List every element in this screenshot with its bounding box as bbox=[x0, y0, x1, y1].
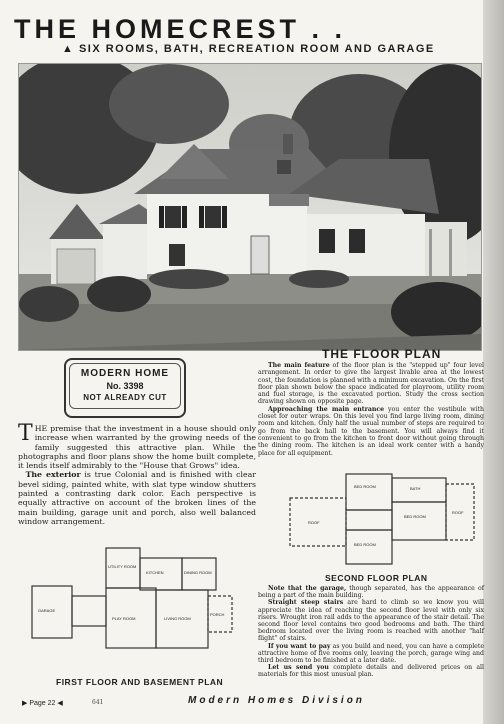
fp-p1-lead: The main feature bbox=[268, 362, 330, 369]
badge-line-2: No. 3398 bbox=[106, 381, 144, 391]
room-label: LIVING ROOM bbox=[164, 616, 191, 621]
bt-p4-lead: Let us send you bbox=[268, 664, 329, 672]
floor-plan-heading: THE FLOOR PLAN bbox=[322, 347, 442, 361]
room-label: UTILITY ROOM bbox=[108, 564, 137, 569]
page-title: THE HOMECREST . . bbox=[14, 14, 347, 44]
room-label: DINING ROOM bbox=[184, 570, 212, 575]
catalog-code: 641 bbox=[92, 699, 104, 706]
drop-cap: T bbox=[18, 421, 33, 446]
page-subtitle: ▲ SIX ROOMS, BATH, RECREATION ROOM AND GARAGE bbox=[62, 43, 435, 55]
house-photo bbox=[18, 63, 482, 351]
first-floor-plan-label: FIRST FLOOR AND BASEMENT PLAN bbox=[56, 677, 224, 687]
intro-p2-lead: The exterior bbox=[25, 470, 81, 480]
room-label: BED ROOM bbox=[404, 514, 426, 519]
bt-p4: complete details and delivered prices on all materials for this most unusual plan. bbox=[258, 664, 484, 679]
page-number: ▶ Page 22 ◀ bbox=[22, 700, 63, 707]
room-label: PORCH bbox=[210, 612, 225, 617]
division-name: Modern Homes Division bbox=[188, 695, 365, 706]
page-edge bbox=[483, 0, 504, 724]
model-badge bbox=[64, 358, 186, 418]
badge-line-3: NOT ALREADY CUT bbox=[83, 393, 167, 402]
intro-p2: is true Colonial and is finished with clear bevel siding, painted white, with slat type window shutters painted a contrasting dark color. Each perspective is equally attractive on account of the broken lines of the main building, garage unit and porch, also well balanced window arrangement. bbox=[18, 470, 256, 526]
badge-line-1: MODERN HOME bbox=[80, 368, 170, 379]
bt-p1: though separated, has the appearance of being a part of the main building. bbox=[258, 585, 484, 600]
room-label: ROOF bbox=[308, 520, 320, 525]
room-label: ROOF bbox=[452, 510, 464, 515]
bt-p2: are hard to climb so we know you will appreciate the idea of reaching the second floor level with only six risers. Wrought iron rail adds to the appearance of the stair detail. The second floor level contains two good bedrooms and bath. The third bedroom located over the living room is reached with another "half flight" of stairs. bbox=[258, 599, 484, 643]
fp-p2: you enter the vestibule with closet for outer wraps. On this level you find large living room, dining room and kitchen. Only half the usual number of steps are required to go from the back hall to the basement. You will always find it convenient to go from the kitchen to front door without going through the dining room. The kitchen is an ideal work center with a handy place for all equipment. bbox=[258, 405, 485, 457]
fp-p1: of the floor plan is the "stepped up" four level arrangement. In order to give the largest livable area at the lowest cost, the foundation is planned with a minimum excavation. On the first floor plan shown below the space indicated for playroom, utility room and fuel storage, is the excavated portion. Study the cross section drawing shown on opposite page. bbox=[258, 362, 484, 406]
intro-text bbox=[18, 421, 256, 526]
room-label: BED ROOM bbox=[354, 484, 376, 489]
room-label: GARAGE bbox=[38, 608, 56, 613]
bt-p2-lead: Straight steep stairs bbox=[268, 599, 344, 607]
bt-p1-lead: Note that the garage, bbox=[268, 585, 347, 592]
bt-p3: as you build and need, you can have a complete attractive home of five rooms only, leaving the porch, garage wing and third bedroom to be finished at a later date. bbox=[258, 642, 484, 665]
room-label: KITCHEN bbox=[146, 570, 164, 575]
fp-p2-lead: Approaching the main entrance bbox=[268, 405, 385, 413]
room-label: BATH bbox=[410, 486, 421, 491]
second-floor-plan-label: SECOND FLOOR PLAN bbox=[325, 573, 428, 583]
floor-plan-text bbox=[258, 362, 484, 457]
bt-p3-lead: If you want to pay bbox=[268, 642, 331, 650]
intro-p1: HE premise that the investment in a house should only increase when warranted by the growing needs of the family suggested this attractive plan. While the photographs and floor plans show the home built complete, it lends itself admirably to the "House that Grows" idea. bbox=[18, 424, 256, 471]
bottom-text bbox=[258, 585, 484, 679]
room-label: BED ROOM bbox=[354, 542, 376, 547]
room-label: PLAY ROOM bbox=[112, 616, 136, 621]
second-floor-plan-drawing bbox=[288, 470, 478, 570]
house-illustration bbox=[19, 64, 481, 350]
first-floor-plan-drawing bbox=[30, 546, 236, 676]
